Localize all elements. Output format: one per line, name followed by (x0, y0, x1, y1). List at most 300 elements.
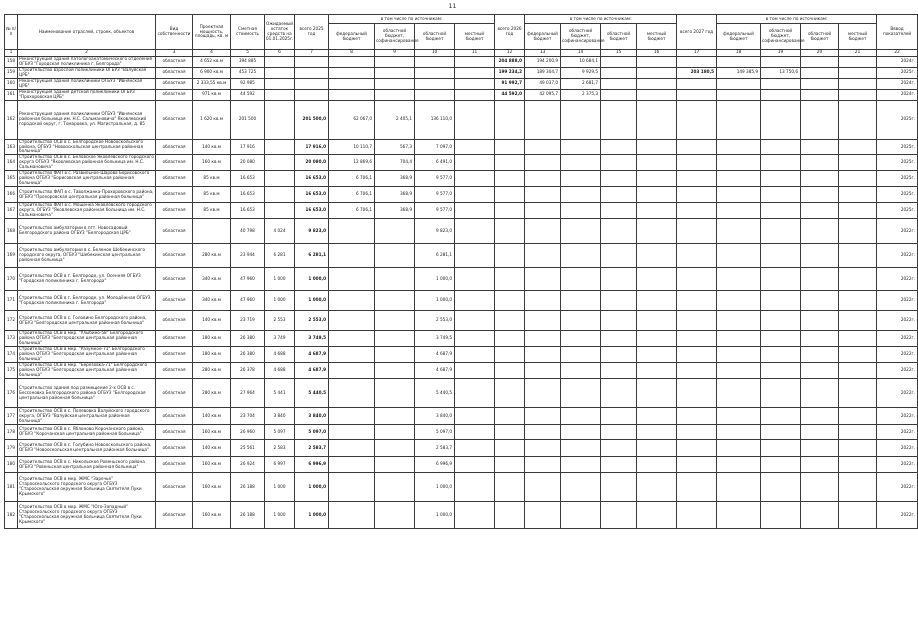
table-cell-c12 (525, 363, 561, 379)
table-cell-c14 (601, 244, 637, 268)
table-cell-cost: 40 798 (231, 219, 265, 244)
table-cell-c7 (329, 67, 375, 78)
table-cell-c19 (801, 187, 839, 203)
table-cell-c11 (495, 171, 525, 187)
table-cell-c12 (525, 347, 561, 363)
table-cell-yr: 2025г. (877, 203, 918, 219)
table-cell-c8 (375, 347, 415, 363)
table-cell-c16 (677, 347, 717, 363)
table-cell-c13 (561, 187, 601, 203)
table-cell-cap: 140 кв.м (193, 139, 231, 155)
table-cell-c15 (637, 440, 677, 457)
table-cell-c15 (637, 100, 677, 139)
table-cell-name: Реконструкция здания патологоанатомического отделения ОГБУЗ "Городская поликлиника г. Белгорода" (18, 57, 156, 68)
header-federal: федеральный бюджет (717, 24, 761, 50)
table-cell-c6: 5 440,5 (295, 379, 329, 408)
table-cell-n: 163 (5, 139, 18, 155)
table-cell-c15 (637, 473, 677, 502)
table-cell-c15 (637, 311, 677, 331)
column-number: 21 (839, 50, 877, 57)
table-cell-c14 (601, 311, 637, 331)
table-cell-c7: 6 706,1 (329, 203, 375, 219)
table-cell-c16 (677, 89, 717, 100)
table-cell-c15 (637, 425, 677, 440)
table-cell-c20 (839, 291, 877, 311)
table-cell-c6: 3 840,0 (295, 408, 329, 425)
table-cell-cap: 160 кв.м (193, 155, 231, 171)
table-cell-c9: 1 000,0 (415, 473, 455, 502)
table-cell-c20 (839, 408, 877, 425)
table-cell-c7 (329, 502, 375, 529)
table-row (5, 440, 918, 457)
table-cell-c10 (455, 408, 495, 425)
table-cell-c10 (455, 311, 495, 331)
table-cell-yr: 2022г. (877, 347, 918, 363)
table-cell-c7: 10 110,7 (329, 139, 375, 155)
table-cell-c16 (677, 268, 717, 291)
table-cell-cap: 4 652 кв.м (193, 57, 231, 68)
table-cell-own: областная (156, 203, 193, 219)
table-cell-c20 (839, 100, 877, 139)
header-sources-2025: в том числе по источникам: (329, 15, 495, 24)
table-cell-name: Строительство ОСВ в мкр. "Березовка-71" Белгородского района ОГБУЗ "Белгородская центральная районная больница" (18, 363, 156, 379)
column-number: 19 (761, 50, 801, 57)
table-row (5, 155, 918, 171)
table-cell-c12 (525, 203, 561, 219)
table-cell-yr: 2025г. (877, 171, 918, 187)
table-cell-cost: 16 653 (231, 187, 265, 203)
table-cell-c17 (717, 89, 761, 100)
table-cell-own: областная (156, 363, 193, 379)
table-cell-c12: 194 200,9 (525, 57, 561, 68)
table-cell-c11 (495, 379, 525, 408)
table-cell-c9: 5 097,0 (415, 425, 455, 440)
table-cell-c16 (677, 291, 717, 311)
table-cell-c12 (525, 473, 561, 502)
table-cell-c10 (455, 78, 495, 89)
table-cell-c11 (495, 311, 525, 331)
table-cell-n: 167 (5, 203, 18, 219)
table-cell-c17 (717, 425, 761, 440)
table-cell-yr: 2024г. (877, 89, 918, 100)
table-cell-c14 (601, 347, 637, 363)
table-cell-c10 (455, 473, 495, 502)
table-cell-c14 (601, 268, 637, 291)
table-cell-c20 (839, 425, 877, 440)
table-cell-name: Строительство ФАП в с. Развильное-Шарова Борисовского района ОГБУЗ "Борисовская центральная районная больница" (18, 171, 156, 187)
table-cell-cap (193, 219, 231, 244)
table-row (5, 89, 918, 100)
table-cell-c15 (637, 244, 677, 268)
table-cell-cap: 140 кв.м (193, 440, 231, 457)
table-cell-c18 (761, 268, 801, 291)
table-cell-c6: 16 653,0 (295, 171, 329, 187)
table-cell-yr: 2025г. (877, 187, 918, 203)
table-cell-cost: 92 985 (231, 78, 265, 89)
table-cell-c11 (495, 473, 525, 502)
table-cell-c10 (455, 89, 495, 100)
table-cell-c11: 199 234,2 (495, 67, 525, 78)
table-cell-c6: 17 916,0 (295, 139, 329, 155)
table-cell-c15 (637, 379, 677, 408)
table-cell-cap: 140 кв.м (193, 408, 231, 425)
column-number: 6 (265, 50, 295, 57)
table-cell-c14 (601, 363, 637, 379)
table-cell-c12 (525, 139, 561, 155)
table-cell-c8 (375, 311, 415, 331)
table-cell-c19 (801, 171, 839, 187)
table-cell-c15 (637, 291, 677, 311)
table-row (5, 473, 918, 502)
table-cell-c11: 44 592,0 (495, 89, 525, 100)
header-regional: областной бюджет (801, 24, 839, 50)
table-cell-c18 (761, 502, 801, 529)
table-cell-cap: 85 кв.м (193, 203, 231, 219)
table-cell-c14 (601, 291, 637, 311)
table-cell-c6 (295, 89, 329, 100)
table-cell-c17 (717, 473, 761, 502)
column-number: 14 (561, 50, 601, 57)
table-cell-cost: 16 653 (231, 171, 265, 187)
table-cell-c8 (375, 379, 415, 408)
table-cell-n: 161 (5, 89, 18, 100)
header-year: Вввод показателей (877, 15, 918, 50)
table-cell-c9: 136 110,0 (415, 100, 455, 139)
table-cell-yr: 2022г. (877, 473, 918, 502)
table-cell-n: 166 (5, 187, 18, 203)
header-total-2026: всего 2026 год (495, 15, 525, 50)
table-cell-own: областная (156, 171, 193, 187)
table-cell-cost: 47 960 (231, 291, 265, 311)
table-cell-cost: 453 725 (231, 67, 265, 78)
table-cell-c10 (455, 155, 495, 171)
table-cell-c12 (525, 171, 561, 187)
table-row (5, 457, 918, 473)
table-cell-c7 (329, 379, 375, 408)
table-cell-own: областная (156, 139, 193, 155)
table-cell-c18 (761, 440, 801, 457)
table-cell-rem: 5 097 (265, 425, 295, 440)
table-cell-c15 (637, 268, 677, 291)
table-cell-c7: 12 869,6 (329, 155, 375, 171)
table-cell-c18 (761, 187, 801, 203)
table-cell-rem (265, 155, 295, 171)
table-cell-c19 (801, 78, 839, 89)
table-cell-c13 (561, 268, 601, 291)
table-cell-c20 (839, 473, 877, 502)
table-cell-name: Строительство ОСВ в с. Никольское Ровеньского района ОГБУЗ "Ровеньская центральная районная больница" (18, 457, 156, 473)
table-cell-c9: 1 000,0 (415, 291, 455, 311)
table-cell-c19 (801, 440, 839, 457)
table-cell-c13 (561, 100, 601, 139)
column-number: 4 (193, 50, 231, 57)
table-cell-c18 (761, 408, 801, 425)
table-cell-cap: 140 кв.м (193, 311, 231, 331)
table-cell-yr: 2022г. (877, 291, 918, 311)
table-cell-c19 (801, 502, 839, 529)
table-cell-c11 (495, 331, 525, 347)
table-cell-c13 (561, 291, 601, 311)
column-number: 5 (231, 50, 265, 57)
column-number: 22 (877, 50, 918, 57)
table-cell-name: Реконструкция здания поликлиники ОГБУЗ "Ивнянская районная больница им. Н.С. Сальмановича" Яковлевский городской округ, г. Томаровка, ул. Магистральная, д. 85 (18, 100, 156, 139)
table-cell-rem: 6 997 (265, 457, 295, 473)
table-cell-c8 (375, 425, 415, 440)
table-cell-cap: 85 кв.м (193, 171, 231, 187)
table-cell-c20 (839, 171, 877, 187)
table-cell-yr: 2025г. (877, 67, 918, 78)
table-cell-c8 (375, 502, 415, 529)
table-cell-c9: 6 491,0 (415, 155, 455, 171)
table-row (5, 363, 918, 379)
table-cell-rem: 3 840 (265, 408, 295, 425)
table-cell-c19 (801, 203, 839, 219)
table-cell-c8 (375, 244, 415, 268)
table-cell-c9: 3 840,0 (415, 408, 455, 425)
table-cell-n: 158 (5, 57, 18, 68)
table-cell-c12 (525, 425, 561, 440)
table-cell-c12 (525, 408, 561, 425)
table-cell-c13: 2 681,7 (561, 78, 601, 89)
table-cell-c11 (495, 440, 525, 457)
header-regional: областной бюджет (601, 24, 637, 50)
table-cell-c19 (801, 67, 839, 78)
table-cell-c18 (761, 78, 801, 89)
table-cell-c13 (561, 219, 601, 244)
table-cell-own: областная (156, 347, 193, 363)
table-cell-own: областная (156, 379, 193, 408)
table-cell-c17 (717, 100, 761, 139)
table-cell-c18 (761, 473, 801, 502)
column-number: 9 (375, 50, 415, 57)
table-cell-cost: 394 885 (231, 57, 265, 68)
table-cell-c17 (717, 203, 761, 219)
table-cell-c13 (561, 171, 601, 187)
table-cell-c10 (455, 219, 495, 244)
table-cell-c14 (601, 440, 637, 457)
table-cell-name: Строительство амбулатории в пгт. Новосадовый Белгородского района ОГБУЗ "Белгородская ЦРБ" (18, 219, 156, 244)
table-cell-c6: 4 687,9 (295, 363, 329, 379)
table-cell-rem: 5 441 (265, 379, 295, 408)
table-cell-own: областная (156, 244, 193, 268)
table-cell-c12 (525, 440, 561, 457)
table-cell-c6: 16 653,0 (295, 203, 329, 219)
header-total-2027: всего 2027 год (677, 15, 717, 50)
table-cell-c10 (455, 187, 495, 203)
table-cell-c18 (761, 100, 801, 139)
table-cell-rem: 4 688 (265, 347, 295, 363)
table-cell-c13: 9 929,5 (561, 67, 601, 78)
table-cell-c20 (839, 78, 877, 89)
table-cell-c7 (329, 440, 375, 457)
table-cell-c19 (801, 291, 839, 311)
table-cell-c6 (295, 78, 329, 89)
table-cell-own: областная (156, 100, 193, 139)
table-cell-c20 (839, 244, 877, 268)
table-cell-name: Строительство ОСВ в с. Белгородское Новооскольского района, ОГБУЗ "Новооскольская центральная районная больница" (18, 139, 156, 155)
column-number: 11 (455, 50, 495, 57)
table-cell-cost: 26 188 (231, 473, 265, 502)
table-cell-c9 (415, 57, 455, 68)
table-cell-c14 (601, 425, 637, 440)
table-cell-c6 (295, 67, 329, 78)
table-cell-c10 (455, 203, 495, 219)
table-cell-c13 (561, 155, 601, 171)
table-cell-c15 (637, 331, 677, 347)
table-cell-c16 (677, 219, 717, 244)
table-cell-cost: 44 592 (231, 89, 265, 100)
table-cell-c15 (637, 67, 677, 78)
table-cell-c20 (839, 203, 877, 219)
table-cell-cost: 26 378 (231, 363, 265, 379)
table-cell-yr: 2025г. (877, 155, 918, 171)
header-local: местный бюджет (455, 24, 495, 50)
table-cell-c11 (495, 457, 525, 473)
table-cell-cost: 16 653 (231, 203, 265, 219)
table-cell-c13: 2 375,3 (561, 89, 601, 100)
table-cell-c7 (329, 331, 375, 347)
header-regional-cofin: областной бюджет, софинансирование (375, 24, 415, 50)
table-cell-c8 (375, 78, 415, 89)
table-cell-c6: 1 000,0 (295, 502, 329, 529)
table-cell-c7 (329, 244, 375, 268)
table-cell-cap: 2 333,55 кв.м (193, 78, 231, 89)
table-cell-c9: 9 823,0 (415, 219, 455, 244)
table-cell-own: областная (156, 473, 193, 502)
table-cell-c12 (525, 311, 561, 331)
table-cell-c8 (375, 457, 415, 473)
table-cell-c16 (677, 171, 717, 187)
table-cell-rem (265, 89, 295, 100)
table-cell-c18 (761, 203, 801, 219)
table-cell-cost: 23 719 (231, 311, 265, 331)
table-cell-rem (265, 139, 295, 155)
table-cell-c8: 368,9 (375, 171, 415, 187)
table-cell-c11: 91 992,7 (495, 78, 525, 89)
table-cell-c8: 368,9 (375, 203, 415, 219)
table-cell-yr: 2022г. (877, 363, 918, 379)
table-cell-c6: 6 281,1 (295, 244, 329, 268)
table-cell-name: Строительство взрослой поликлиники ОГБУЗ "Валуйская ЦРБ" (18, 67, 156, 78)
table-cell-c20 (839, 187, 877, 203)
table-row (5, 268, 918, 291)
table-cell-yr: 2022г. (877, 502, 918, 529)
table-cell-c10 (455, 457, 495, 473)
column-number: 2 (18, 50, 156, 57)
table-cell-c13 (561, 425, 601, 440)
table-cell-yr: 2022г. (877, 244, 918, 268)
table-cell-yr: 2022г. (877, 408, 918, 425)
table-cell-c20 (839, 331, 877, 347)
table-cell-c17 (717, 379, 761, 408)
table-cell-c16 (677, 363, 717, 379)
table-cell-c7 (329, 347, 375, 363)
table-cell-c19 (801, 408, 839, 425)
column-number: 13 (525, 50, 561, 57)
table-cell-c17 (717, 457, 761, 473)
table-cell-c18 (761, 347, 801, 363)
table-cell-c9: 6 281,1 (415, 244, 455, 268)
table-row (5, 311, 918, 331)
table-cell-c17 (717, 311, 761, 331)
table-cell-c7: 62 067,0 (329, 100, 375, 139)
header-regional-cofin: областной бюджет, софинансирование (561, 24, 601, 50)
table-cell-yr: 2022г. (877, 268, 918, 291)
table-cell-c15 (637, 89, 677, 100)
table-cell-name: Строительство ОСВ в мкр. "Разумное-71" Белгородского района ОГБУЗ "Белгородская центральная районная больница" (18, 347, 156, 363)
header-local: местный бюджет (839, 24, 877, 50)
table-row (5, 408, 918, 425)
table-cell-c13 (561, 311, 601, 331)
table-cell-cap: 6 900 кв.м (193, 67, 231, 78)
table-cell-cost: 26 188 (231, 502, 265, 529)
table-cell-c8 (375, 408, 415, 425)
table-cell-rem (265, 171, 295, 187)
table-row (5, 100, 918, 139)
table-cell-cost: 26 924 (231, 457, 265, 473)
table-cell-c8 (375, 219, 415, 244)
table-cell-c13: 10 684,1 (561, 57, 601, 68)
table-cell-c6: 1 000,0 (295, 291, 329, 311)
table-cell-name: Строительство ОСВ в мкр. "Улыбино-58" Белгородского района ОГБУЗ "Белгородская центральная районная больница" (18, 331, 156, 347)
table-cell-c7 (329, 473, 375, 502)
table-cell-c7 (329, 89, 375, 100)
table-cell-c13 (561, 331, 601, 347)
table-cell-name: Реконструкция здания поликлиники ОГБУЗ "Ивнянская ЦРБ" (18, 78, 156, 89)
table-cell-cap: 160 кв.м (193, 473, 231, 502)
header-capacity: Проектная мощность, площадь, кв. м (193, 15, 231, 50)
table-cell-own: областная (156, 155, 193, 171)
table-row (5, 57, 918, 68)
table-cell-c14 (601, 331, 637, 347)
table-cell-c11 (495, 408, 525, 425)
header-remaining: Ожидаемый остаток средств на 01.01.2025г. (265, 15, 295, 50)
table-cell-c16 (677, 78, 717, 89)
table-cell-c6: 2 583,7 (295, 440, 329, 457)
table-cell-c12 (525, 457, 561, 473)
table-cell-cost: 201 500 (231, 100, 265, 139)
table-cell-c7 (329, 408, 375, 425)
table-cell-yr: 2024г. (877, 78, 918, 89)
table-cell-cost: 25 561 (231, 440, 265, 457)
table-cell-c7 (329, 457, 375, 473)
table-cell-c12 (525, 379, 561, 408)
table-cell-c7 (329, 268, 375, 291)
column-number: 3 (156, 50, 193, 57)
table-cell-c10 (455, 291, 495, 311)
table-cell-c15 (637, 57, 677, 68)
table-cell-c18: 13 750,6 (761, 67, 801, 78)
table-cell-c17 (717, 347, 761, 363)
table-cell-c8 (375, 440, 415, 457)
table-cell-c18 (761, 291, 801, 311)
table-cell-c10 (455, 244, 495, 268)
table-cell-c16 (677, 311, 717, 331)
table-cell-c19 (801, 473, 839, 502)
table-cell-c7: 6 706,1 (329, 171, 375, 187)
table-cell-c9: 4 687,9 (415, 363, 455, 379)
header-total-2025: всего 2025 год (295, 15, 329, 50)
table-cell-c19 (801, 331, 839, 347)
table-cell-own: областная (156, 67, 193, 78)
table-cell-c11 (495, 155, 525, 171)
table-cell-c17 (717, 219, 761, 244)
table-cell-cost: 23 944 (231, 244, 265, 268)
table-cell-c13 (561, 408, 601, 425)
column-number: 15 (601, 50, 637, 57)
table-cell-c13 (561, 379, 601, 408)
table-cell-c18 (761, 139, 801, 155)
